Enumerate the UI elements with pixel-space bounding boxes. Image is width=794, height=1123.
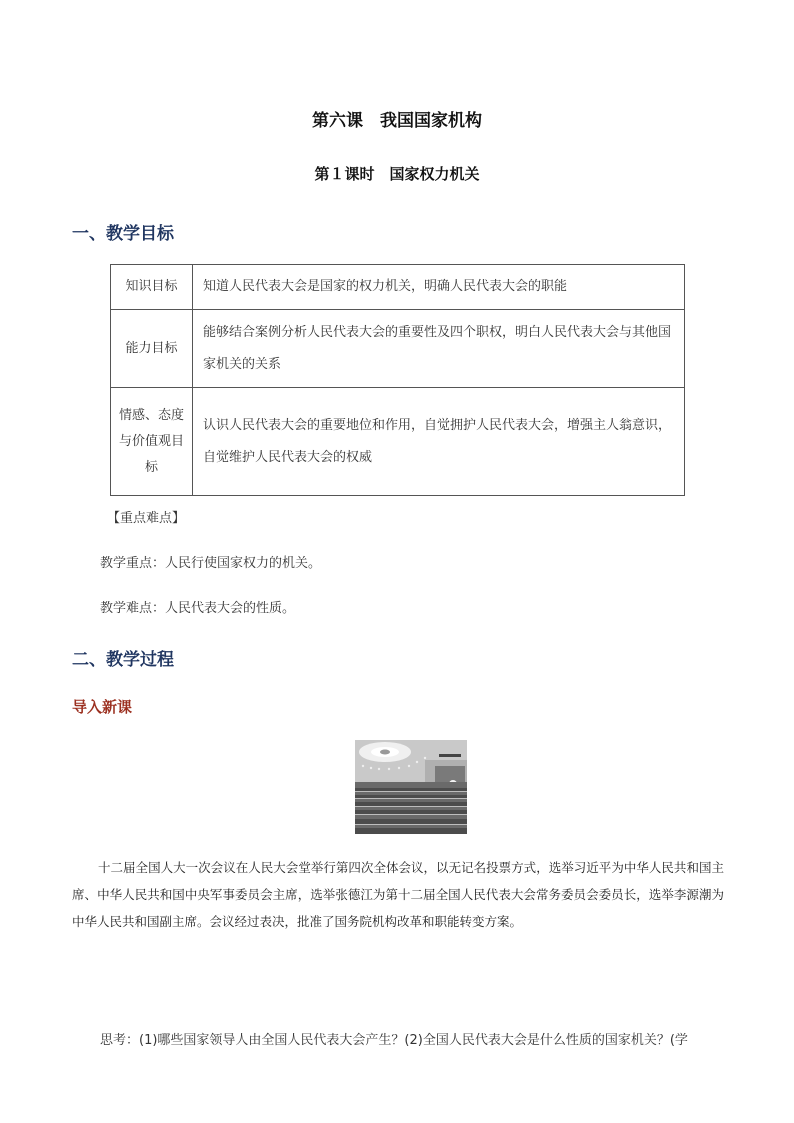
think-question: 思考：(1)哪些国家领导人由全国人民代表大会产生？(2)全国人民代表大会是什么性质的国家机关？(学 (100, 1033, 688, 1048)
lesson-title: 第六课 我国国家机构 (312, 111, 482, 131)
lesson-subtitle: 第１课时 国家权力机关 (314, 165, 480, 183)
table-row (111, 310, 685, 388)
section-heading-process: 二、教学过程 (72, 650, 174, 670)
section-heading-goals: 一、教学目标 (72, 224, 174, 244)
goal-label: 情感、态度与价值观目标 (111, 388, 193, 496)
table-row (111, 265, 685, 310)
intro-paragraph: 十二届全国人大一次会议在人民大会堂举行第四次全体会议，以无记名投票方式，选举习近平为中华人民共和国主席、中华人民共和国中央军事委员会主席，选举张德江为第十二届全国人民代表大会常务委员会委员长，选举李源潮为中华人民共和国副主席。会议经过表决，批准了国务院机构改革和职能转变方案。 (72, 860, 724, 929)
goal-content: 知道人民代表大会是国家的权力机关，明确人民代表大会的职能 (193, 265, 685, 310)
goal-label: 知识目标 (111, 265, 193, 310)
meeting-hall-photo (355, 740, 467, 834)
intro-heading: 导入新课 (72, 698, 133, 716)
difficult-point-text: 教学难点：人民代表大会的性质。 (100, 601, 296, 616)
goals-table (110, 264, 685, 496)
goal-content: 能够结合案例分析人民代表大会的重要性及四个职权，明白人民代表大会与其他国家机关的关系 (193, 310, 685, 388)
table-row (111, 388, 685, 496)
goal-content: 认识人民代表大会的重要地位和作用，自觉拥护人民代表大会，增强主人翁意识，自觉维护人民代表大会的权威 (193, 388, 685, 496)
key-points-title: 【重点难点】 (107, 511, 186, 526)
key-point-text: 教学重点：人民行使国家权力的机关。 (100, 556, 322, 571)
goal-label: 能力目标 (111, 310, 193, 388)
